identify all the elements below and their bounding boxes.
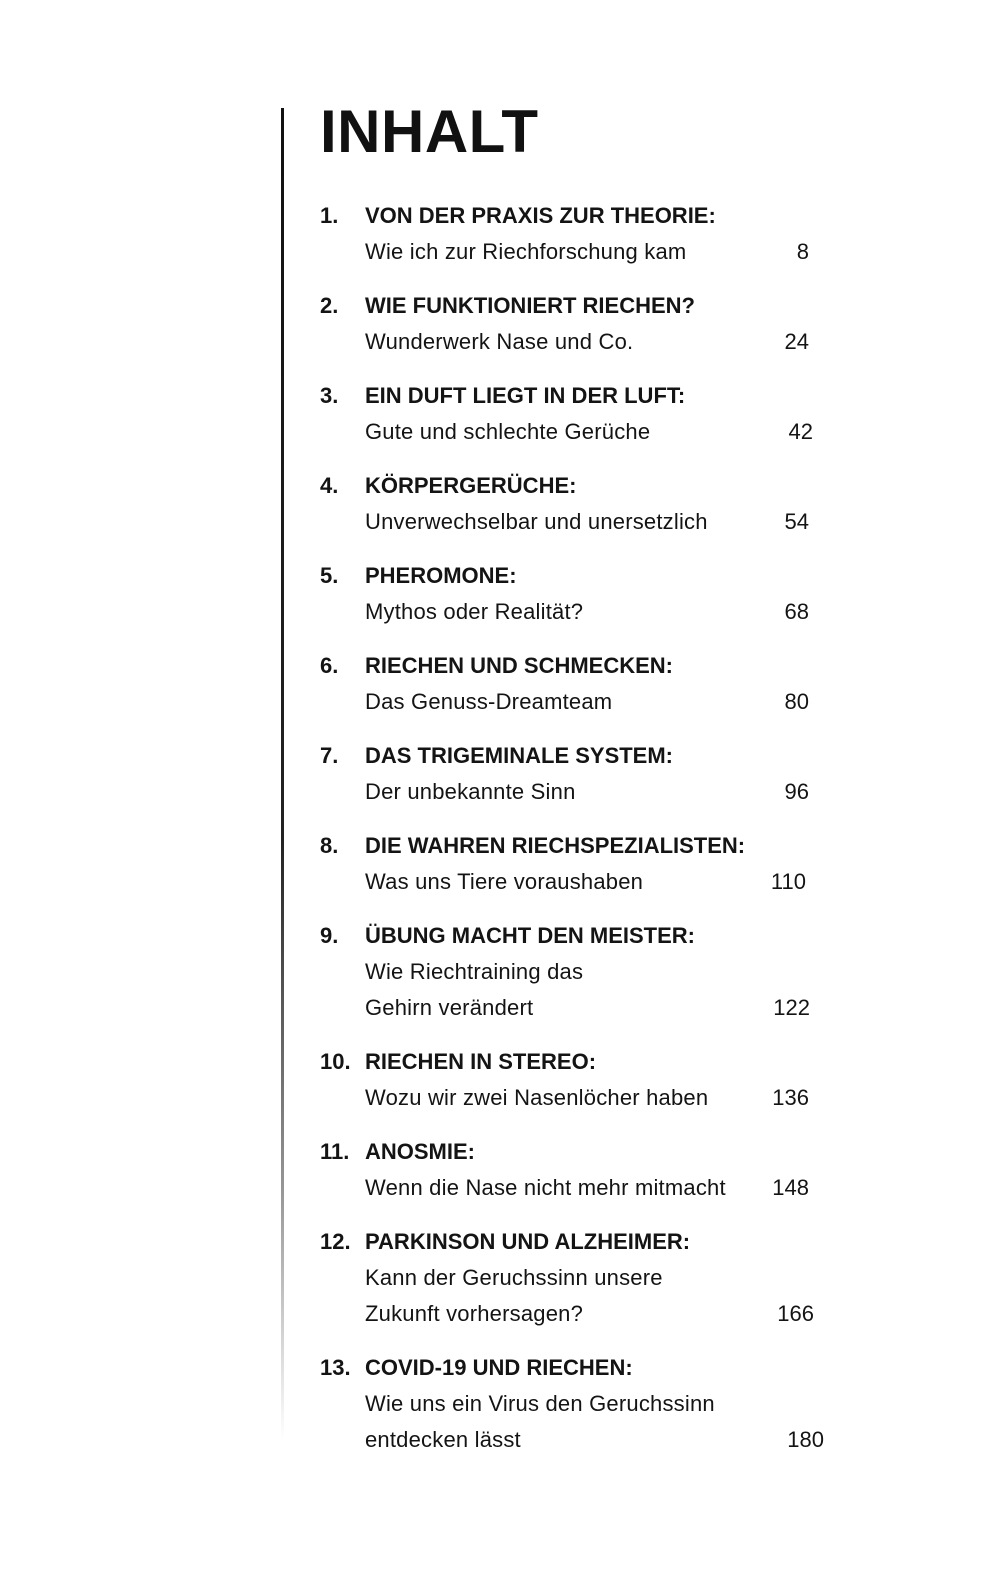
chapter-number: 10.	[320, 1049, 351, 1074]
chapter-number: 5.	[320, 563, 339, 588]
chapter-subtitle: Wunderwerk Nase und Co.	[365, 329, 634, 354]
chapter-subtitle: Wenn die Nase nicht mehr mitmacht	[365, 1175, 726, 1200]
chapter-subtitle: Das Genuss-Dreamteam	[365, 689, 613, 714]
chapter-subtitle: Kann der Geruchssinn unsere	[365, 1265, 663, 1290]
chapter-heading: WIE FUNKTIONIERT RIECHEN?	[365, 293, 695, 318]
page-number: 54	[784, 509, 809, 534]
chapter-subtitle: Wie Riechtraining das	[365, 959, 584, 984]
page-number: 80	[784, 689, 809, 714]
chapter-subtitle: Der unbekannte Sinn	[365, 779, 576, 804]
page-number: 136	[772, 1085, 809, 1110]
chapter-heading: PHEROMONE:	[365, 563, 517, 588]
chapter-subtitle: Gehirn verändert	[365, 995, 534, 1020]
page-number: 180	[787, 1427, 824, 1452]
chapter-subtitle: Gute und schlechte Gerüche	[365, 419, 651, 444]
chapter-subtitle: entdecken lässt	[365, 1427, 521, 1452]
page-number: 122	[773, 995, 810, 1020]
page-number: 96	[784, 779, 809, 804]
page-number: 166	[777, 1301, 814, 1326]
chapter-number: 11.	[320, 1139, 350, 1164]
page-title: INHALT	[320, 98, 539, 165]
page-number: 8	[796, 239, 809, 264]
chapter-number: 2.	[320, 293, 339, 318]
chapter-subtitle: Was uns Tiere voraushaben	[365, 869, 644, 894]
chapter-number: 7.	[320, 743, 339, 768]
chapter-subtitle: Unverwechselbar und unersetzlich	[365, 509, 708, 534]
chapter-heading: ÜBUNG MACHT DEN MEISTER:	[365, 923, 695, 948]
chapter-number: 3.	[320, 383, 339, 408]
page-number: 42	[788, 419, 813, 444]
chapter-subtitle: Wozu wir zwei Nasenlöcher haben	[365, 1085, 709, 1110]
page-number: 148	[772, 1175, 809, 1200]
chapter-number: 1.	[320, 203, 339, 228]
chapter-number: 12.	[320, 1229, 351, 1254]
chapter-number: 13.	[320, 1355, 351, 1380]
chapter-heading: RIECHEN UND SCHMECKEN:	[365, 653, 674, 678]
page-number: 24	[784, 329, 809, 354]
page-number: 110	[770, 869, 806, 894]
chapter-heading: DAS TRIGEMINALE SYSTEM:	[365, 743, 674, 768]
page-number: 68	[784, 599, 809, 624]
chapter-subtitle: Wie uns ein Virus den Geruchssinn	[365, 1391, 715, 1416]
chapter-heading: ANOSMIE:	[365, 1139, 475, 1164]
chapter-number: 8.	[320, 833, 339, 858]
chapter-heading: PARKINSON UND ALZHEIMER:	[365, 1229, 691, 1254]
chapter-subtitle: Wie ich zur Riechforschung kam	[365, 239, 687, 264]
chapter-number: 4.	[320, 473, 339, 498]
chapter-number: 6.	[320, 653, 339, 678]
chapter-number: 9.	[320, 923, 339, 948]
chapter-subtitle: Zukunft vorhersagen?	[365, 1301, 584, 1326]
chapter-heading: VON DER PRAXIS ZUR THEORIE:	[365, 203, 716, 228]
chapter-heading: COVID-19 UND RIECHEN:	[365, 1355, 633, 1380]
chapter-heading: EIN DUFT LIEGT IN DER LUFT:	[365, 383, 686, 408]
chapter-heading: KÖRPERGERÜCHE:	[365, 473, 577, 498]
chapter-subtitle: Mythos oder Realität?	[365, 599, 584, 624]
chapter-heading: RIECHEN IN STEREO:	[365, 1049, 597, 1074]
chapter-heading: DIE WAHREN RIECHSPEZIALISTEN:	[365, 833, 746, 858]
